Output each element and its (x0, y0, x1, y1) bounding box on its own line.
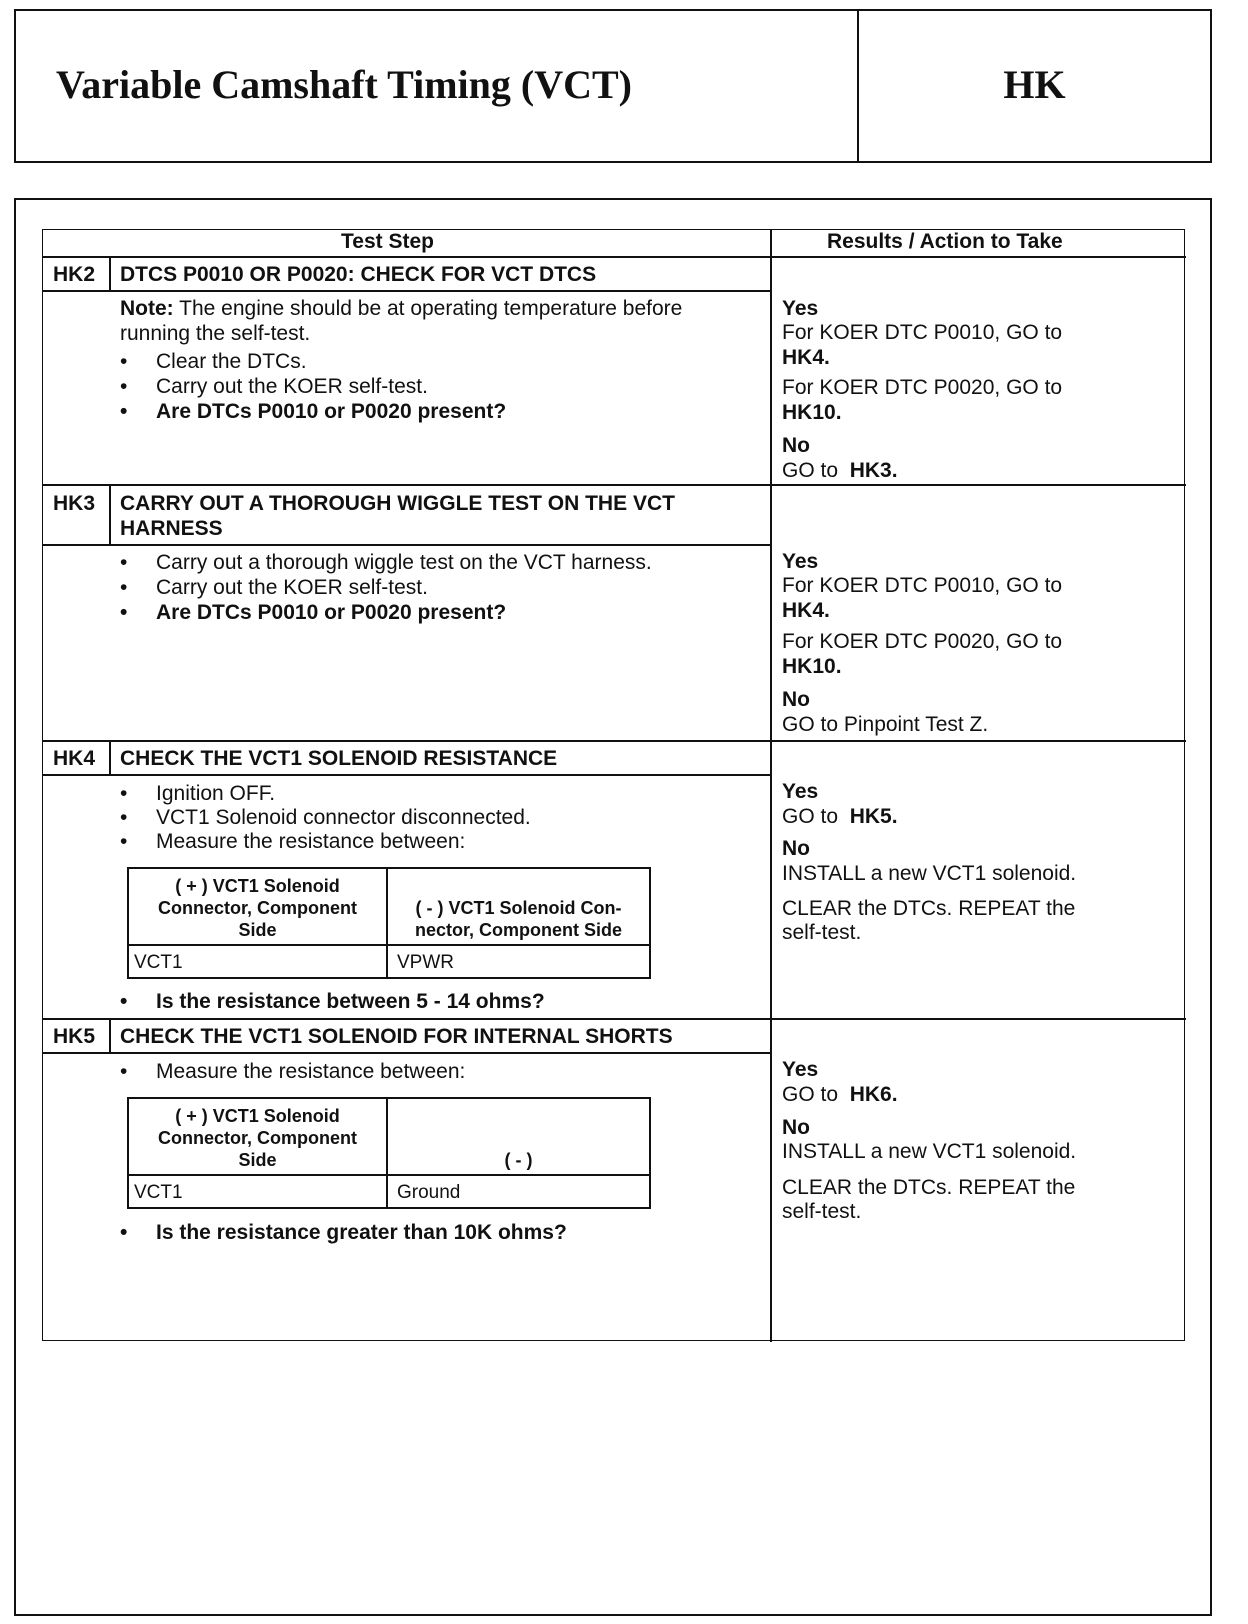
measurement-header-minus: ( - ) (504, 1150, 533, 1170)
result-no: No (782, 1116, 810, 1139)
result-target: HK6. (849, 1083, 898, 1106)
step-id-divider (109, 257, 111, 290)
result-text: GO to (782, 1083, 839, 1106)
result-yes-line (782, 1082, 898, 1107)
step-divider (43, 1018, 1186, 1020)
result-yes: Yes (782, 297, 819, 320)
step-id: HK2 (53, 263, 96, 286)
result-target: HK4. (782, 599, 830, 622)
result-target: HK5. (849, 805, 898, 828)
note-text-continued: running the self-test. (120, 322, 311, 345)
result-text: self-test. (782, 1200, 862, 1223)
step-title-divider (43, 1052, 770, 1054)
result-target: HK4. (782, 346, 830, 369)
step-title-continued: HARNESS (120, 517, 223, 540)
note-label: Note: (120, 297, 174, 320)
result-no: No (782, 688, 810, 711)
step-divider (43, 740, 1186, 742)
result-yes: Yes (782, 780, 819, 803)
result-text: For KOER DTC P0020, GO to (782, 630, 1063, 653)
result-target: HK10. (782, 401, 842, 424)
step-title: DTCS P0010 OR P0020: CHECK FOR VCT DTCS (120, 263, 597, 286)
measurement-table-divider (129, 944, 649, 946)
result-yes-line (782, 804, 898, 829)
measurement-table-divider (129, 1174, 649, 1176)
step-title: CHECK THE VCT1 SOLENOID RESISTANCE (120, 747, 558, 770)
result-target: HK10. (782, 655, 842, 678)
step-title: CHECK THE VCT1 SOLENOID FOR INTERNAL SHORTS (120, 1025, 673, 1048)
result-yes: Yes (782, 550, 819, 573)
step-title-divider (43, 544, 770, 546)
column-header-results: Results / Action to Take (827, 230, 1063, 253)
step-divider (43, 484, 1186, 486)
step-title: CARRY OUT A THOROUGH WIGGLE TEST ON THE VCT (120, 492, 675, 515)
result-text: self-test. (782, 921, 862, 944)
result-target: HK3. (849, 459, 898, 482)
note-text: The engine should be at operating temperature before (179, 297, 683, 320)
step-title-divider (43, 290, 770, 292)
step-id-divider (109, 485, 111, 544)
step-id-divider (109, 1019, 111, 1052)
step-id: HK4 (53, 747, 96, 770)
measurement-minus-value: VPWR (397, 952, 454, 973)
column-divider (770, 230, 772, 1342)
result-text: For KOER DTC P0010, GO to (782, 321, 1063, 344)
result-text: INSTALL a new VCT1 solenoid. (782, 1140, 1077, 1163)
step-id: HK5 (53, 1025, 96, 1048)
step-title-divider (43, 774, 770, 776)
step-id: HK3 (53, 492, 96, 515)
result-text: GO to (782, 459, 839, 482)
step-id-divider (109, 741, 111, 774)
result-yes: Yes (782, 1058, 819, 1081)
measurement-header-plus: ( + ) VCT1 Solenoid Connector, Component Side (158, 876, 357, 940)
measurement-minus-value: Ground (397, 1182, 461, 1203)
measurement-plus-value: VCT1 (134, 1182, 183, 1203)
result-text: CLEAR the DTCs. REPEAT the (782, 1176, 1076, 1199)
section-code: HK (1003, 62, 1066, 107)
result-text: For KOER DTC P0010, GO to (782, 574, 1063, 597)
result-no-line (782, 458, 898, 483)
result-text: GO to (782, 805, 839, 828)
result-no: No (782, 837, 810, 860)
result-text: INSTALL a new VCT1 solenoid. (782, 862, 1077, 885)
measurement-table (127, 867, 651, 979)
measurement-table (127, 1097, 651, 1209)
note-line (120, 296, 682, 321)
pinpoint-test-table: Test Step Results / Action to Take HK2 DTCS P0010 OR P0020: CHECK FOR VCT DTCS Note: The engine should be at operating temperature before running the self-test. • Clear the DTCs. • Carry out the KOER self-test. • Are DTCs P0010 or P0020 present? Yes For KOER DTC P0010, GO to HK4. For KOER DTC P0020, GO to HK10. No GO to HK3. HK3 CARRY OUT A THOROUGH WIGGLE TEST ON THE VCT HARNESS • Carry out a thorough wiggle test on the VCT harness. • Carry out the KOER self-test. • Are DTCs P0010 or P0020 present? Yes For KOER DTC P0010, GO to HK4. For KOER DTC P0020, GO to HK10. No GO to Pinpoint Test Z. HK4 CHECK THE VCT1 SOLENOID RESISTANCE • Ignition OFF. • VCT1 Solenoid connector disconnected. • Measure the resistance between: ( + ) VCT1 Solenoid Connector, Component Side ( - ) VCT1 Solenoid Con- nector, Component Side VCT1 VPWR • Is the resistance between 5 - 14 ohms? Yes GO to HK5. No INSTALL a new VCT1 solenoid. CLEAR the DTCs. REPEAT the self-test. HK5 CHECK THE VCT1 SOLENOID FOR INTERNAL SHORTS • Measure the resistance between: ( + ) VCT1 Solenoid Connector, Component Side ( - ) VCT1 Ground • Is the resistance greater than 10K ohms? Yes GO to HK6. No INSTALL a new VCT1 solenoid. CLEAR the DTCs. REPEAT the self-test. (42, 229, 1185, 1341)
measurement-plus-value: VCT1 (134, 952, 183, 973)
column-header-test-step: Test Step (341, 230, 434, 253)
result-text: GO to Pinpoint Test Z. (782, 713, 989, 736)
result-text: CLEAR the DTCs. REPEAT the (782, 897, 1076, 920)
measurement-header-minus: ( - ) VCT1 Solenoid Con- nector, Component Side (414, 898, 623, 940)
page-header (14, 9, 1212, 163)
result-no: No (782, 434, 810, 457)
page-title: Variable Camshaft Timing (VCT) (56, 62, 632, 107)
result-text: For KOER DTC P0020, GO to (782, 376, 1063, 399)
header-row-divider (43, 256, 1186, 258)
measurement-header-plus: ( + ) VCT1 Solenoid Connector, Component Side (158, 1106, 357, 1170)
